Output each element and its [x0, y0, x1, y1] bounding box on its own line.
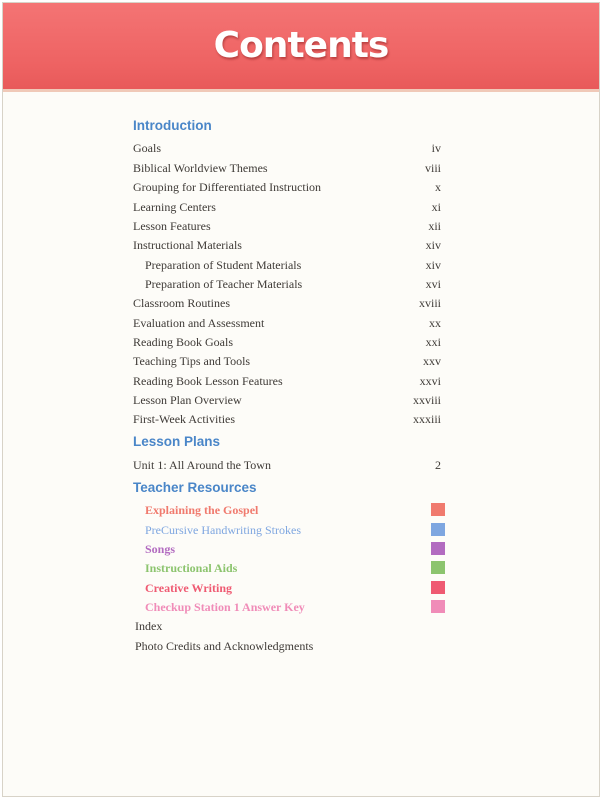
toc-entry[interactable] — [133, 333, 443, 351]
color-tab-swatch — [431, 542, 445, 555]
toc-entry-page: 2 — [435, 458, 441, 472]
toc-entry-label: Reading Book Goals — [133, 335, 233, 349]
resource-label: Songs — [145, 542, 176, 556]
toc-entry-label: Unit 1: All Around the Town — [133, 458, 271, 472]
color-tab-swatch — [431, 581, 445, 594]
resource-label: Creative Writing — [145, 581, 232, 595]
toc-entry-label: Lesson Plan Overview — [133, 393, 242, 407]
toc-entry[interactable] — [133, 372, 443, 390]
toc-entry-label: Learning Centers — [133, 200, 216, 214]
toc-entry-page: xxv — [423, 354, 441, 368]
toc-entry-page: x — [435, 180, 441, 194]
toc-entry-label: Photo Credits and Acknowledgments — [135, 639, 314, 653]
toc-entry-page: xx — [429, 316, 441, 330]
page-title: Contents — [213, 25, 389, 66]
toc-entry-page: xxi — [425, 335, 441, 349]
resource-label: Checkup Station 1 Answer Key — [145, 600, 305, 614]
toc-entry-page: xiv — [425, 238, 441, 252]
toc-entry[interactable] — [133, 178, 443, 196]
toc-entry-label: Instructional Materials — [133, 238, 242, 252]
toc-entry-label: Preparation of Teacher Materials — [145, 277, 303, 291]
toc-entry-label: Biblical Worldview Themes — [133, 161, 268, 175]
resource-label: Explaining the Gospel — [145, 503, 259, 517]
toc-entry[interactable] — [133, 294, 443, 312]
toc-entry-label: Grouping for Differentiated Instruction — [133, 180, 322, 194]
resource-label: Instructional Aids — [145, 561, 238, 575]
toc-entry[interactable] — [133, 391, 443, 409]
resource-label: PreCursive Handwriting Strokes — [145, 523, 301, 537]
toc-entry[interactable] — [133, 236, 443, 254]
toc-entry[interactable] — [133, 456, 443, 474]
toc-entry[interactable] — [133, 139, 443, 157]
toc-entry-label: Index — [135, 619, 163, 633]
toc-entry-page: xxviii — [412, 393, 441, 407]
toc-entry-label: Goals — [133, 141, 161, 155]
toc-entry-page: xviii — [418, 296, 441, 310]
toc-subentry[interactable] — [133, 256, 443, 274]
toc-entry-index[interactable] — [135, 617, 445, 635]
resource-item[interactable] — [145, 598, 445, 616]
toc-entry-page: xiv — [425, 258, 441, 272]
toc-entry-page: iv — [431, 141, 441, 155]
color-tab-swatch — [431, 523, 445, 536]
toc-entry[interactable] — [133, 217, 443, 235]
toc-entry[interactable] — [133, 314, 443, 332]
toc-entry-label: First-Week Activities — [133, 412, 236, 426]
toc-entry-page: xii — [428, 219, 441, 233]
section-heading-introduction: Introduction — [133, 118, 212, 133]
toc-entry-page: xxxiii — [412, 412, 441, 426]
toc-entry-label: Classroom Routines — [133, 296, 231, 310]
title-banner — [3, 3, 599, 92]
toc-entry-page: xxvi — [419, 374, 441, 388]
toc-subentry[interactable] — [133, 275, 443, 293]
section-heading-lesson-plans: Lesson Plans — [133, 434, 221, 449]
resource-item[interactable] — [145, 579, 445, 597]
toc-entry-label: Preparation of Student Materials — [145, 258, 302, 272]
toc-entry-page: xi — [431, 200, 441, 214]
toc-entry[interactable] — [133, 410, 443, 428]
resource-item[interactable] — [145, 521, 445, 539]
toc-entry[interactable] — [133, 198, 443, 216]
contents-page — [2, 2, 600, 797]
toc-entry[interactable] — [133, 352, 443, 370]
resource-item[interactable] — [145, 501, 445, 519]
toc-entry-page: viii — [424, 161, 441, 175]
toc-entry-photo-credits[interactable] — [135, 637, 445, 655]
toc-entry-label: Teaching Tips and Tools — [133, 354, 251, 368]
resource-item[interactable] — [145, 559, 445, 577]
toc-entry[interactable] — [133, 159, 443, 177]
section-heading-teacher-resources: Teacher Resources — [133, 480, 257, 495]
color-tab-swatch — [431, 600, 445, 613]
resource-item[interactable] — [145, 540, 445, 558]
toc-entry-label: Lesson Features — [133, 219, 211, 233]
toc-entry-page: xvi — [425, 277, 441, 291]
color-tab-swatch — [431, 561, 445, 574]
toc-entry-label: Reading Book Lesson Features — [133, 374, 283, 388]
color-tab-swatch — [431, 503, 445, 516]
toc-entry-label: Evaluation and Assessment — [133, 316, 265, 330]
